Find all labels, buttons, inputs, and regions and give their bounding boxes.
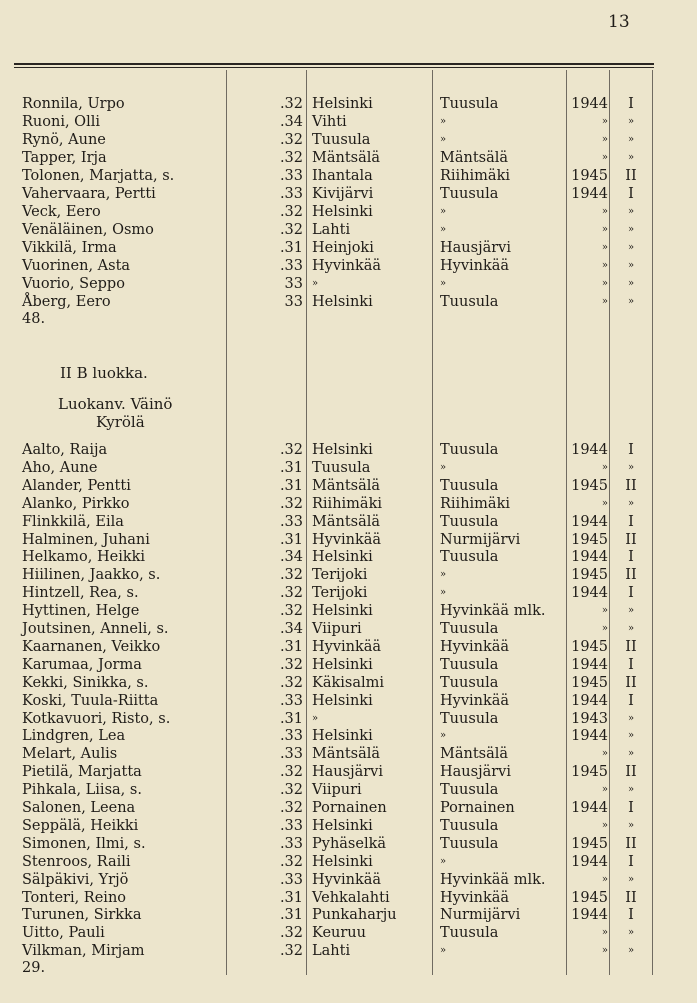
cell-year: 1945 xyxy=(571,764,608,781)
cell-born: Helsinki xyxy=(312,204,373,220)
table-row xyxy=(0,799,697,817)
cell-name: Joutsinen, Anneli, s. xyxy=(22,621,169,637)
cell-name: Åberg, Eero xyxy=(22,294,111,310)
cell-cls: II xyxy=(625,764,637,781)
cell-age: .32 xyxy=(279,442,303,458)
table-row xyxy=(0,656,697,674)
cell-home: Tuusula xyxy=(440,835,499,852)
table-row xyxy=(0,602,697,620)
table-row xyxy=(0,745,697,763)
cell-born: Tuusula xyxy=(312,459,371,476)
cell-year: » xyxy=(601,206,608,217)
cell-age: .32 xyxy=(279,585,303,602)
cell-born: Helsinki xyxy=(312,817,373,834)
cell-name: Tonteri, Reino xyxy=(22,889,127,906)
cell-year: 1944 xyxy=(571,186,608,202)
cell-born: Riihimäki xyxy=(312,495,382,512)
table-row xyxy=(0,906,697,924)
cell-name: Salonen, Leena xyxy=(22,800,136,816)
cell-age: .31 xyxy=(279,638,303,655)
cell-home: Nurmijärvi xyxy=(440,531,521,548)
cell-age: .32 xyxy=(279,603,303,620)
cell-cls: » xyxy=(627,224,635,235)
cell-born: Hyvinkää xyxy=(312,531,382,548)
cell-year: 1944 xyxy=(571,549,608,566)
table-row xyxy=(0,781,697,799)
cell-age: .33 xyxy=(279,168,303,184)
cell-home: Hyvinkää xyxy=(440,692,510,709)
cell-born: Hausjärvi xyxy=(312,764,383,781)
cell-born: Punkaharju xyxy=(312,907,397,924)
table-row xyxy=(0,942,697,960)
cell-name: Vuorio, Seppo xyxy=(22,276,125,292)
cell-born: Terijoki xyxy=(312,567,368,584)
cell-name: Vilkman, Mirjam xyxy=(22,943,145,960)
cell-born: Lahti xyxy=(312,222,351,238)
cell-born: Kivijärvi xyxy=(312,186,374,202)
cell-name: Alander, Pentti xyxy=(22,477,131,494)
cell-home: Tuusula xyxy=(440,925,499,942)
cell-name: Pihkala, Liisa, s. xyxy=(22,782,142,799)
cell-home: » xyxy=(440,134,447,145)
cell-age: .32 xyxy=(279,674,303,691)
cell-year: 1945 xyxy=(571,674,608,691)
table-row xyxy=(0,817,697,835)
cell-born: Helsinki xyxy=(312,728,373,745)
cell-born: Mäntsälä xyxy=(312,477,381,494)
cell-age: .32 xyxy=(279,782,303,799)
cell-name: Alanko, Pirkko xyxy=(22,495,130,512)
cell-home: Tuusula xyxy=(440,817,499,834)
cell-age: .33 xyxy=(279,513,303,530)
table-row xyxy=(0,531,697,549)
cell-home: » xyxy=(440,945,447,957)
cell-year: » xyxy=(601,605,608,617)
cell-year: 1945 xyxy=(571,889,608,906)
table-row xyxy=(0,763,697,781)
cell-year: 1945 xyxy=(571,168,608,184)
cell-name: Rynö, Aune xyxy=(22,132,106,148)
cell-year: » xyxy=(601,497,608,509)
table-row xyxy=(0,835,697,853)
cell-home: Riihimäki xyxy=(440,168,510,184)
cell-home: Hyvinkää xyxy=(440,889,510,906)
cell-cls: II xyxy=(625,889,637,906)
cell-home: Mäntsälä xyxy=(440,746,509,763)
cell-cls: » xyxy=(627,296,635,307)
cell-name: Kaarnanen, Veikko xyxy=(22,638,161,655)
cell-home: Hyvinkää mlk. xyxy=(440,603,546,620)
cell-age: .31 xyxy=(279,531,303,548)
cell-born: Helsinki xyxy=(312,853,373,870)
table-row xyxy=(0,239,697,257)
cell-home: » xyxy=(440,206,447,217)
cell-year: » xyxy=(601,748,608,760)
cell-born: Pyhäselkä xyxy=(312,835,387,852)
cell-cls: » xyxy=(627,873,635,885)
cell-year: 1944 xyxy=(571,853,608,870)
cell-year: » xyxy=(601,873,608,885)
cell-cls: » xyxy=(627,461,635,473)
cell-age: .32 xyxy=(279,656,303,673)
table-row xyxy=(0,513,697,531)
cell-born: Terijoki xyxy=(312,585,368,602)
cell-year: » xyxy=(601,224,608,235)
cell-name: Pietilä, Marjatta xyxy=(22,764,142,781)
page-number: 13 xyxy=(608,12,630,32)
cell-home: Tuusula xyxy=(440,294,499,310)
table-row xyxy=(0,459,697,477)
table-row xyxy=(0,275,697,293)
top-rule xyxy=(14,63,654,65)
cell-age: .33 xyxy=(279,746,303,763)
table-row xyxy=(0,638,697,656)
cell-year: 1944 xyxy=(571,442,608,458)
cell-home: Hyvinkää xyxy=(440,638,510,655)
cell-home: Tuusula xyxy=(440,656,499,673)
cell-born: Heinjoki xyxy=(312,240,374,256)
table-row xyxy=(0,584,697,602)
cell-name: Veck, Eero xyxy=(22,204,101,220)
cell-name: Hyttinen, Helge xyxy=(22,603,140,620)
cell-year: » xyxy=(601,242,608,253)
cell-cls: » xyxy=(627,260,635,271)
cell-age: .32 xyxy=(279,567,303,584)
cell-born: Pornainen xyxy=(312,800,387,816)
cell-year: » xyxy=(601,623,608,634)
section-b-count: 29. xyxy=(22,960,46,976)
cell-name: Kotkavuori, Risto, s. xyxy=(22,710,171,727)
cell-year: » xyxy=(601,296,608,307)
cell-home: Pornainen xyxy=(440,800,515,816)
cell-year: » xyxy=(601,819,608,831)
cell-cls: II xyxy=(625,477,637,494)
cell-cls: » xyxy=(627,748,635,760)
cell-name: Vikkilä, Irma xyxy=(22,240,117,256)
cell-name: Aho, Aune xyxy=(22,459,98,476)
cell-age: .32 xyxy=(279,800,303,816)
table-row xyxy=(0,871,697,889)
cell-age: .34 xyxy=(279,621,303,637)
table-row xyxy=(0,727,697,745)
table-row xyxy=(0,167,697,185)
cell-cls: » xyxy=(627,605,635,617)
cell-born: Keuruu xyxy=(312,925,366,942)
cell-name: Aalto, Raija xyxy=(22,442,108,458)
cell-cls: II xyxy=(625,638,637,655)
cell-home: Nurmijärvi xyxy=(440,907,521,924)
cell-year: 1944 xyxy=(571,800,608,816)
cell-cls: I xyxy=(628,656,634,673)
cell-home: » xyxy=(440,587,447,599)
cell-cls: I xyxy=(628,513,634,530)
cell-home: Tuusula xyxy=(440,782,499,799)
cell-cls: » xyxy=(627,623,635,634)
cell-home: Hyvinkää xyxy=(440,258,510,274)
cell-cls: » xyxy=(627,206,635,217)
cell-born: Vehkalahti xyxy=(312,889,390,906)
cell-born: Helsinki xyxy=(312,656,373,673)
cell-name: Hintzell, Rea, s. xyxy=(22,585,139,602)
cell-age: 33 xyxy=(284,276,303,292)
cell-home: Tuusula xyxy=(440,513,499,530)
cell-born: Hyvinkää xyxy=(312,871,382,888)
table-row xyxy=(0,566,697,584)
cell-home: Tuusula xyxy=(440,442,499,458)
cell-age: .33 xyxy=(279,728,303,745)
cell-age: .31 xyxy=(279,710,303,727)
cell-year: 1945 xyxy=(571,638,608,655)
cell-cls: II xyxy=(625,168,637,184)
cell-name: Sälpäkivi, Yrjö xyxy=(22,871,129,888)
cell-name: Hiilinen, Jaakko, s. xyxy=(22,567,161,584)
cell-cls: » xyxy=(627,819,635,831)
cell-cls: » xyxy=(627,497,635,509)
table-row xyxy=(0,889,697,907)
cell-home: Tuusula xyxy=(440,549,499,566)
top-rule-thin xyxy=(14,67,654,68)
table-row xyxy=(0,710,697,728)
cell-born: Ihantala xyxy=(312,168,373,184)
cell-born: Helsinki xyxy=(312,692,373,709)
cell-name: Simonen, Ilmi, s. xyxy=(22,835,146,852)
cell-age: .32 xyxy=(279,96,303,112)
cell-age: .32 xyxy=(279,925,303,942)
cell-home: » xyxy=(440,855,447,867)
cell-home: » xyxy=(440,461,447,473)
cell-year: » xyxy=(601,260,608,271)
cell-age: .33 xyxy=(279,186,303,202)
cell-year: 1944 xyxy=(571,585,608,602)
cell-name: Halminen, Juhani xyxy=(22,531,150,548)
cell-year: 1945 xyxy=(571,567,608,584)
cell-name: Venäläinen, Osmo xyxy=(22,222,154,238)
cell-home: » xyxy=(440,224,447,235)
cell-born: Mäntsälä xyxy=(312,513,381,530)
cell-home: Riihimäki xyxy=(440,495,510,512)
cell-born: Helsinki xyxy=(312,96,373,112)
cell-age: .32 xyxy=(279,150,303,166)
cell-born: Mäntsälä xyxy=(312,746,381,763)
table-row xyxy=(0,620,697,638)
cell-cls: » xyxy=(627,134,635,145)
cell-cls: I xyxy=(628,853,634,870)
cell-name: Vuorinen, Asta xyxy=(22,258,131,274)
cell-age: .32 xyxy=(279,764,303,781)
cell-born: Viipuri xyxy=(312,621,362,637)
cell-cls: I xyxy=(628,800,634,816)
cell-cls: » xyxy=(627,730,635,742)
table-row xyxy=(0,924,697,942)
table-row xyxy=(0,293,697,311)
cell-year: » xyxy=(601,278,608,289)
cell-cls: » xyxy=(627,278,635,289)
cell-born: Helsinki xyxy=(312,549,373,566)
table-row xyxy=(0,185,697,203)
table-row xyxy=(0,95,697,113)
cell-year: 1943 xyxy=(571,710,608,727)
cell-name: Seppälä, Heikki xyxy=(22,817,139,834)
cell-name: Kekki, Sinikka, s. xyxy=(22,674,149,691)
cell-home: Tuusula xyxy=(440,621,499,637)
cell-name: Lindgren, Lea xyxy=(22,728,126,745)
class-heading: II B luokka. xyxy=(60,364,148,382)
cell-name: Helkamo, Heikki xyxy=(22,549,146,566)
cell-year: 1944 xyxy=(571,692,608,709)
cell-age: .33 xyxy=(279,835,303,852)
cell-home: Tuusula xyxy=(440,186,499,202)
table-row xyxy=(0,674,697,692)
cell-year: » xyxy=(601,784,608,796)
cell-cls: » xyxy=(627,152,635,163)
cell-age: .34 xyxy=(279,114,303,130)
cell-year: 1944 xyxy=(571,96,608,112)
cell-born: Mäntsälä xyxy=(312,150,381,166)
cell-born: Helsinki xyxy=(312,294,373,310)
cell-cls: II xyxy=(625,531,637,548)
cell-age: .31 xyxy=(279,240,303,256)
cell-age: .32 xyxy=(279,204,303,220)
table-row xyxy=(0,257,697,275)
cell-age: .32 xyxy=(279,943,303,960)
cell-age: .32 xyxy=(279,132,303,148)
cell-name: Karumaa, Jorma xyxy=(22,656,142,673)
table-row xyxy=(0,149,697,167)
cell-year: 1944 xyxy=(571,907,608,924)
cell-home: Mäntsälä xyxy=(440,150,509,166)
cell-cls: I xyxy=(628,442,634,458)
cell-home: » xyxy=(440,278,447,289)
cell-cls: I xyxy=(628,692,634,709)
cell-born: Tuusula xyxy=(312,132,371,148)
cell-year: 1945 xyxy=(571,531,608,548)
cell-name: Koski, Tuula-Riitta xyxy=(22,692,159,709)
table-row xyxy=(0,495,697,513)
cell-cls: I xyxy=(628,907,634,924)
cell-year: » xyxy=(601,152,608,163)
cell-home: » xyxy=(440,569,447,581)
cell-cls: I xyxy=(628,549,634,566)
cell-age: .31 xyxy=(279,477,303,494)
cell-year: 1944 xyxy=(571,728,608,745)
table-row xyxy=(0,203,697,221)
cell-born: Hyvinkää xyxy=(312,638,382,655)
cell-born: Helsinki xyxy=(312,442,373,458)
cell-name: Uitto, Pauli xyxy=(22,925,105,942)
cell-born: » xyxy=(312,712,319,724)
cell-year: 1945 xyxy=(571,835,608,852)
cell-home: Tuusula xyxy=(440,674,499,691)
cell-name: Tapper, Irja xyxy=(22,150,107,166)
cell-name: Stenroos, Raili xyxy=(22,853,131,870)
table-row xyxy=(0,692,697,710)
cell-cls: » xyxy=(627,116,635,127)
table-row xyxy=(0,548,697,566)
table-row xyxy=(0,131,697,149)
cell-home: Tuusula xyxy=(440,477,499,494)
cell-home: Hausjärvi xyxy=(440,764,511,781)
cell-age: .32 xyxy=(279,853,303,870)
cell-home: Hyvinkää mlk. xyxy=(440,871,546,888)
cell-home: Hausjärvi xyxy=(440,240,511,256)
cell-cls: II xyxy=(625,835,637,852)
table-row xyxy=(0,853,697,871)
cell-age: .33 xyxy=(279,692,303,709)
cell-name: Ronnila, Urpo xyxy=(22,96,125,112)
cell-year: » xyxy=(601,116,608,127)
cell-born: Hyvinkää xyxy=(312,258,382,274)
cell-cls: II xyxy=(625,567,637,584)
cell-age: .31 xyxy=(279,459,303,476)
cell-year: » xyxy=(601,134,608,145)
table-row xyxy=(0,113,697,131)
cell-cls: II xyxy=(625,674,637,691)
cell-age: .31 xyxy=(279,889,303,906)
table-row xyxy=(0,441,697,459)
cell-age: .33 xyxy=(279,871,303,888)
cell-born: » xyxy=(312,278,319,289)
cell-name: Ruoni, Olli xyxy=(22,114,100,130)
teacher-surname: Kyrölä xyxy=(96,413,145,431)
cell-year: 1945 xyxy=(571,477,608,494)
cell-age: .32 xyxy=(279,495,303,512)
cell-cls: » xyxy=(627,784,635,796)
teacher-name: Luokanv. Väinö xyxy=(58,395,173,413)
cell-name: Tolonen, Marjatta, s. xyxy=(22,168,175,184)
cell-name: Turunen, Sirkka xyxy=(22,907,142,924)
cell-born: Lahti xyxy=(312,943,351,960)
cell-home: Tuusula xyxy=(440,96,499,112)
cell-cls: » xyxy=(627,927,635,939)
table-row xyxy=(0,221,697,239)
cell-age: .31 xyxy=(279,907,303,924)
cell-home: Tuusula xyxy=(440,710,499,727)
cell-born: Viipuri xyxy=(312,782,362,799)
cell-cls: » xyxy=(627,945,635,957)
cell-name: Melart, Aulis xyxy=(22,746,118,763)
cell-year: » xyxy=(601,461,608,473)
cell-age: .33 xyxy=(279,258,303,274)
cell-cls: I xyxy=(628,186,634,202)
cell-born: Käkisalmi xyxy=(312,674,385,691)
cell-age: .32 xyxy=(279,222,303,238)
cell-age: .33 xyxy=(279,817,303,834)
cell-year: 1944 xyxy=(571,513,608,530)
cell-home: » xyxy=(440,116,447,127)
cell-year: » xyxy=(601,927,608,939)
cell-home: » xyxy=(440,730,447,742)
cell-born: Helsinki xyxy=(312,603,373,620)
table-row xyxy=(0,477,697,495)
cell-cls: I xyxy=(628,585,634,602)
cell-name: Vahervaara, Pertti xyxy=(22,186,156,202)
cell-age: .34 xyxy=(279,549,303,566)
cell-name: Flinkkilä, Eila xyxy=(22,513,124,530)
cell-cls: I xyxy=(628,96,634,112)
cell-born: Vihti xyxy=(312,114,347,130)
cell-age: 33 xyxy=(284,294,303,310)
section-a-count: 48. xyxy=(22,311,46,327)
cell-year: 1944 xyxy=(571,656,608,673)
cell-year: » xyxy=(601,945,608,957)
cell-cls: » xyxy=(627,242,635,253)
cell-cls: » xyxy=(627,712,635,724)
